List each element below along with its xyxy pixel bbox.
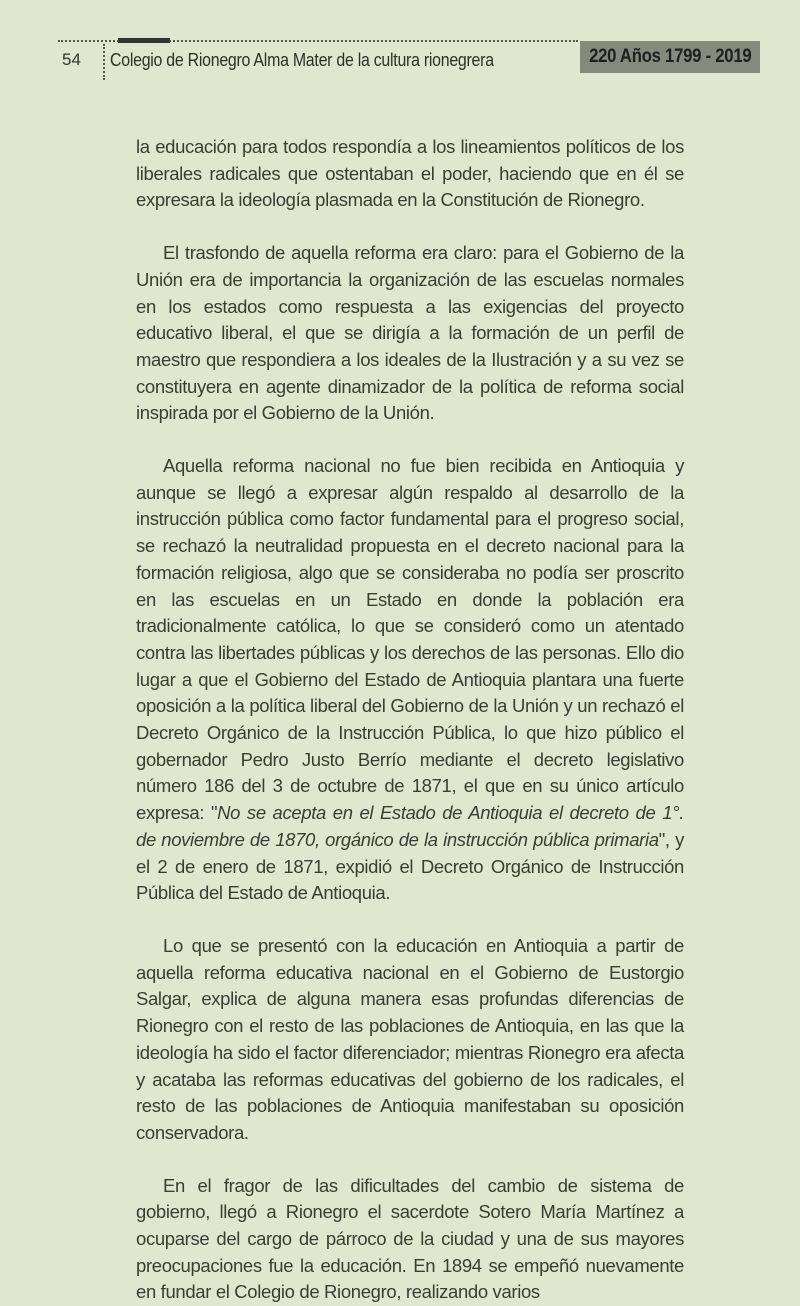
body-text	[136, 134, 684, 1306]
running-title: Colegio de Rionegro Alma Mater de la cultura rionegrera	[110, 49, 494, 70]
paragraph-2: El trasfondo de aquella reforma era claro: para el Gobierno de la Unión era de importancia la organización de las escuelas normales en los estados como respuesta a las exigencias del proyecto educativo liberal, el que se dirigía a la formación de un perfil de maestro que respondiera a los ideales de la Ilustración y a su vez se constituyera en agente dinamizador de la política de reforma social inspirada por el Gobierno de la Unión.	[136, 242, 684, 424]
anniversary-badge-text: 220 Años 1799 - 2019	[588, 46, 752, 67]
paragraph-3-text-before: Aquella reforma nacional no fue bien recibida en Antioquia y aunque se llegó a expresar algún respaldo al desarrollo de la instrucción pública como factor fundamental para el progreso social, se rechazó la neutralidad propuesta en el decreto nacional para la formación religiosa, algo que se consideraba no podía ser proscrito en las escuelas en un Estado en donde la población era tradicionalmente católica, lo que se consideró como un atentado contra las libertades públicas y los derechos de las personas. Ello dio lugar a que el Gobierno del Estado de Antioquia plantara una fuerte oposición a la política liberal del Gobierno de la Unión y un rechazó el Decreto Orgánico de la Instrucción Pública, lo que hizo público el gobernador Pedro Justo Berrío mediante el decreto legislativo número 186 del 3 de octubre de 1871, el que en su único artículo expresa: "	[136, 455, 684, 824]
paragraph-4: Lo que se presentó con la educación en Antioquia a partir de aquella reforma educativa nacional en el Gobierno de Eustorgio Salgar, explica de alguna manera esas profundas diferencias de Rionegro con el resto de las poblaciones de Antioquia, en las que la ideología ha sido el factor diferenciador; mientras Rionegro era afecta y acataba las reformas educativas del gobierno de los radicales, el resto de las poblaciones de Antioquia manifestaban su oposición conservadora.	[136, 934, 684, 1143]
anniversary-badge	[580, 41, 760, 73]
header-mark	[118, 38, 170, 43]
paragraph-3-text-after: ", y el 2 de enero de 1871, expidió el Decreto Orgánico de Instrucción Pública del Estado de Antioquia.	[136, 828, 684, 904]
decree-quote: No se acepta en el Estado de Antioquia el decreto de 1°. de noviembre de 1870, orgánico de la instrucción pública primaria	[136, 802, 684, 850]
paragraph-1: la educación para todos respondía a los lineamientos políticos de los liberales radicales que ostentaban el poder, haciendo que en él se expresara la ideología plasmada en la Constitución de Rionegro.	[136, 136, 684, 211]
paragraph-3	[136, 453, 684, 907]
page-number: 54	[62, 50, 81, 69]
header-vertical-rule	[103, 44, 105, 80]
paragraph-5: En el fragor de las dificultades del cambio de sistema de gobierno, llegó a Rionegro el sacerdote Sotero María Martínez a ocuparse del cargo de párroco de la ciudad y una de sus mayores preocupaciones fue la educación. En 1894 se empeñó nuevamente en fundar el Colegio de Rionegro, realizando varios	[136, 1174, 684, 1303]
